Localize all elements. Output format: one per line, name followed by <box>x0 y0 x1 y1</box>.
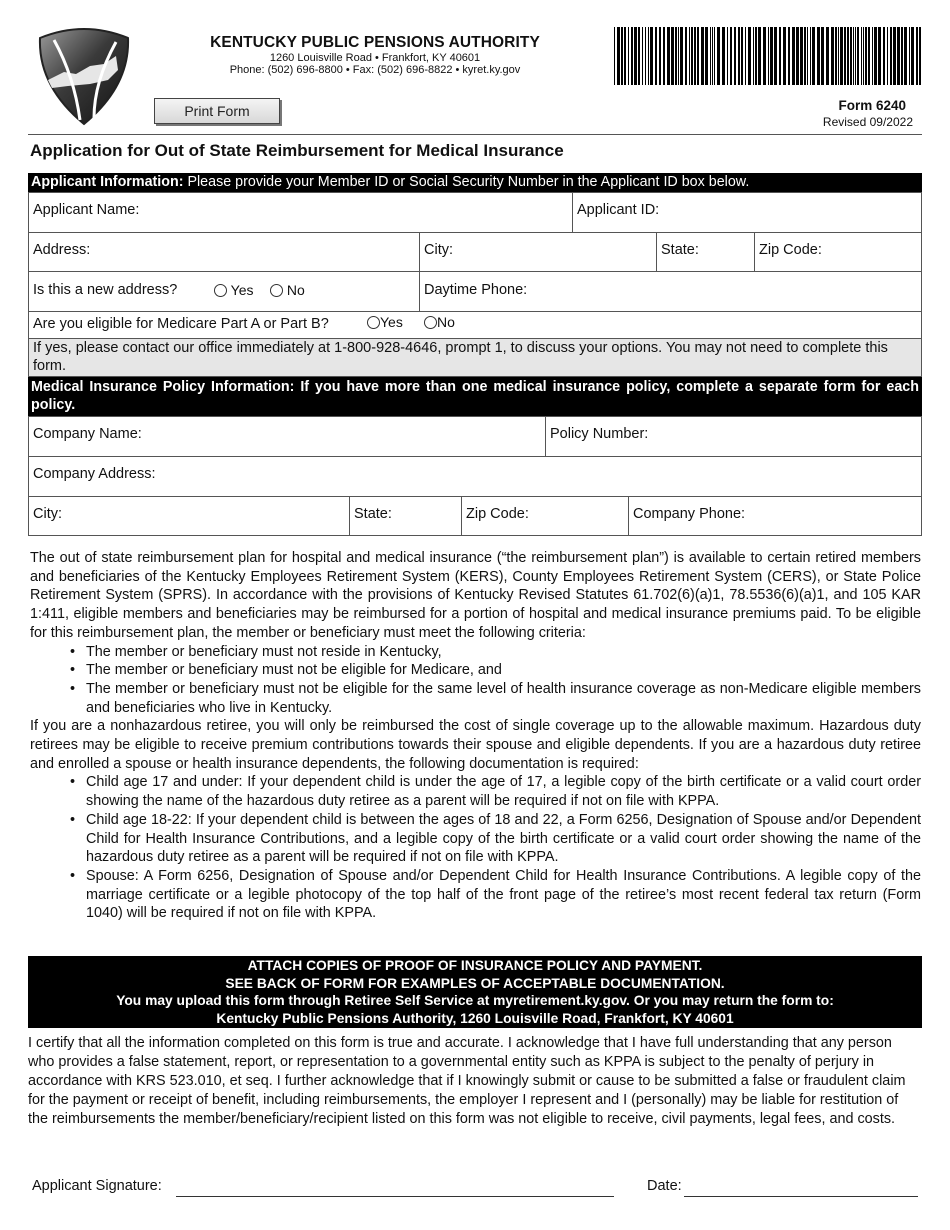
barcode-bar <box>904 27 907 85</box>
medicare-no-option[interactable] <box>420 314 455 330</box>
barcode-bar <box>779 27 781 85</box>
barcode-bar <box>614 27 615 85</box>
medicare-yes-label: Yes <box>380 314 403 330</box>
barcode-bar <box>857 27 859 85</box>
attach-line-1: ATTACH COPIES OF PROOF OF INSURANCE POLICY AND PAYMENT. <box>247 958 703 973</box>
barcode-bar <box>817 27 820 85</box>
barcode-bar <box>835 27 837 85</box>
page-title: Application for Out of State Reimbursement for Medical Insurance <box>30 141 564 160</box>
barcode-bar <box>642 27 643 85</box>
kentucky-shield-logo-icon <box>34 26 134 126</box>
barcode-bar <box>844 27 846 85</box>
barcode-bar <box>810 27 811 85</box>
form-revised-date: Revised 09/2022 <box>822 115 913 129</box>
company-city-field[interactable]: City: <box>33 506 62 522</box>
new-address-question: Is this a new address? <box>33 282 178 298</box>
applicant-info-heading: Applicant Information: <box>31 174 184 190</box>
barcode-bar <box>890 27 892 85</box>
medicare-note: If yes, please contact our office immediately at 1-800-928-4646, prompt 1, to discuss your options. You may not need to complete this form. <box>33 340 888 374</box>
barcode-bar <box>758 27 761 85</box>
barcode-bar <box>800 27 803 85</box>
form-number: Form 6240 <box>838 98 906 113</box>
barcode-bar <box>650 27 653 85</box>
medicare-no-label: No <box>437 314 455 330</box>
barcode-bar <box>812 27 815 85</box>
barcode-bar <box>887 27 888 85</box>
attach-line-3: You may upload this form through Retiree Self Service at myretirement.ky.gov. Or you may return the form to: <box>116 993 834 1008</box>
address-field[interactable]: Address: <box>33 242 91 258</box>
barcode-bar <box>685 27 687 85</box>
company-zip-field[interactable]: Zip Code: <box>466 506 529 522</box>
new-address-yes-radio[interactable] <box>214 284 227 297</box>
barcode-bar <box>722 27 725 85</box>
barcode-bar <box>847 27 849 85</box>
new-address-yes-label: Yes <box>230 282 254 298</box>
barcode-bar <box>831 27 834 85</box>
barcode-bar <box>792 27 795 85</box>
barcode-bar <box>638 27 640 85</box>
document-item: • Spouse: A Form 6256, Designation of Spouse and/or Dependent Child for Health Insurance Contributions. A legible copy of the marriage certificate or a legible photocopy of the top half of the front page of the retiree’s most recent federal tax return (Form 1040) will be required if not on file with KPPA. <box>86 867 921 923</box>
medicare-yes-radio[interactable] <box>367 316 380 329</box>
header-divider <box>28 134 922 135</box>
barcode-bar <box>714 27 715 85</box>
barcode-bar <box>734 27 736 85</box>
criteria-list <box>30 643 921 718</box>
hazardous-paragraph: If you are a nonhazardous retiree, you will only be reimbursed the cost of single coverage up to the allowable maximum. Hazardous duty retirees may be eligible to receive premium contributions towards their spouse and eligible dependents. If you are a hazardous duty retiree and enrolled a spouse or health insurance dependents, the following documentation is required: <box>30 718 921 772</box>
barcode-bar <box>741 27 743 85</box>
barcode-bar <box>807 27 808 85</box>
applicant-info-bar <box>28 173 922 192</box>
applicant-name-field[interactable]: Applicant Name: <box>33 202 140 218</box>
barcode-bar <box>694 27 696 85</box>
barcode-bar <box>659 27 661 85</box>
state-field[interactable]: State: <box>661 242 699 258</box>
barcode-bar <box>868 27 870 85</box>
attach-line-4: Kentucky Public Pensions Authority, 1260 Louisville Road, Frankfort, KY 40601 <box>216 1010 734 1026</box>
medicare-question: Are you eligible for Medicare Part A or Part B? <box>33 316 329 332</box>
barcode-bar <box>655 27 657 85</box>
barcode-bar <box>678 27 679 85</box>
barcode-bar <box>621 27 623 85</box>
barcode-icon <box>614 27 922 85</box>
barcode-bar <box>853 27 854 85</box>
barcode-bar <box>804 27 806 85</box>
certification-text: I certify that all the information completed on this form is true and accurate. I acknowledge that I have full understanding that any person who provides a false statement, report, or representation to a governmental entity such as KPPA is subject to the penalty of perjury in accordance with KRS 523.010, et seq. I further acknowledge that if I knowingly submit or cause to be submitted a false or fraudulent claim for the payment or receipt of benefit, including reimbursements, the employer I represent and I (personally) may be liable for restitution of the reimbursements the member/beneficiary/recipient listed on this form was not eligible to receive, civil payments, legal fees, and costs. <box>28 1035 906 1127</box>
medicare-no-radio[interactable] <box>424 316 437 329</box>
barcode-bar <box>753 27 754 85</box>
company-address-field[interactable]: Company Address: <box>33 466 156 482</box>
document-item: • Child age 17 and under: If your dependent child is under the age of 17, a legible copy of the birth certificate or a valid court order showing the name of the hazardous duty retiree as a parent will be required if not on file with KPPA. <box>86 773 921 810</box>
org-street: 1260 Louisville Road • Frankfort, KY 40601 <box>269 52 481 64</box>
barcode-bar <box>738 27 740 85</box>
barcode-bar <box>730 27 732 85</box>
barcode-bar <box>691 27 693 85</box>
barcode-bar <box>663 27 665 85</box>
barcode-bar <box>624 27 626 85</box>
barcode-bar <box>897 27 900 85</box>
barcode-bar <box>727 27 728 85</box>
barcode-bar <box>855 27 856 85</box>
barcode-bar <box>755 27 757 85</box>
intro-paragraph: The out of state reimbursement plan for hospital and medical insurance (“the reimbursement plan”) is available to certain retired members and beneficiaries of the Kentucky Employees Retirement System (KERS), County Employees Retirement System (CERS), or State Police Retirement System (SPRS). In accordance with the provisions of Kentucky Revised Statutes 61.702(6)(a)1, 78.5536(6)(a)1, and 105 KAR 1:411, eligible members and beneficiaries may be reimbursed for a portion of hospital and medical insurance premiums paid. To be eligible for this reimbursement plan, the member or beneficiary must meet the following criteria: <box>30 550 921 641</box>
criteria-item: • The member or beneficiary must not be eligible for Medicare, and <box>86 661 921 680</box>
new-address-no-radio[interactable] <box>270 284 283 297</box>
barcode-bar <box>911 27 914 85</box>
barcode-bar <box>631 27 633 85</box>
barcode-bar <box>874 27 877 85</box>
applicant-signature-field[interactable] <box>176 1196 614 1197</box>
document-item: • Child age 18-22: If your dependent child is between the ages of 18 and 22, a Form 6256, Designation of Spouse and/or Dependent Child for Health Insurance Contributions, and a legible copy of the birth certificate or a valid court order showing the name of the hazardous duty retiree as a parent will be required if not on file with KPPA. <box>86 811 921 867</box>
barcode-bar <box>717 27 720 85</box>
barcode-bar <box>763 27 766 85</box>
barcode-bar <box>850 27 852 85</box>
documents-list <box>30 773 921 923</box>
org-name: KENTUCKY PUBLIC PENSIONS AUTHORITY <box>210 34 540 51</box>
barcode-bar <box>838 27 839 85</box>
barcode-bar <box>901 27 903 85</box>
barcode-bar <box>710 27 711 85</box>
policy-info-bar: Medical Insurance Policy Information: If you have more than one medical insurance policy, complete a separate form for each policy. <box>28 377 922 416</box>
eligibility-text <box>30 549 921 923</box>
barcode-bar <box>768 27 769 85</box>
company-state-field[interactable]: State: <box>354 506 392 522</box>
barcode-bar <box>712 27 713 85</box>
barcode-bar <box>826 27 829 85</box>
barcode-bar <box>671 27 674 85</box>
barcode-bar <box>628 27 629 85</box>
zip-code-field[interactable]: Zip Code: <box>759 242 822 258</box>
barcode-bar <box>648 27 649 85</box>
city-field[interactable]: City: <box>424 242 453 258</box>
barcode-bar <box>861 27 862 85</box>
company-phone-field[interactable]: Company Phone: <box>633 506 746 522</box>
barcode-bar <box>909 27 910 85</box>
barcode-bar <box>617 27 620 85</box>
barcode-bar <box>680 27 683 85</box>
barcode-bar <box>865 27 867 85</box>
applicant-id-field[interactable]: Applicant ID: <box>577 202 660 218</box>
barcode-bar <box>878 27 881 85</box>
barcode-bar <box>634 27 637 85</box>
medicare-yes-option[interactable] <box>363 314 403 330</box>
new-address-no-label: No <box>286 282 305 298</box>
barcode-bar <box>701 27 704 85</box>
new-address-no-option[interactable] <box>266 282 305 298</box>
barcode-bar <box>893 27 896 85</box>
org-contact: Phone: (502) 696-8800 • Fax: (502) 696-8822 • kyret.ky.gov <box>229 64 521 76</box>
barcode-bar <box>645 27 646 85</box>
barcode-bar <box>675 27 677 85</box>
daytime-phone-field[interactable]: Daytime Phone: <box>424 282 528 298</box>
barcode-bar <box>689 27 690 85</box>
barcode-bar <box>919 27 921 85</box>
applicant-info-instructions: Please provide your Member ID or Social Security Number in the Applicant ID box below. <box>183 174 750 190</box>
barcode-bar <box>916 27 918 85</box>
applicant-signature-label: Applicant Signature: <box>32 1178 162 1194</box>
barcode-bar <box>883 27 885 85</box>
date-field[interactable] <box>684 1196 918 1197</box>
barcode-bar <box>667 27 670 85</box>
barcode-bar <box>872 27 873 85</box>
barcode-bar <box>863 27 864 85</box>
barcode-bar <box>697 27 699 85</box>
new-address-yes-option[interactable] <box>210 282 253 298</box>
barcode-bar <box>748 27 751 85</box>
barcode-bar <box>774 27 777 85</box>
barcode-bar <box>788 27 790 85</box>
barcode-bar <box>745 27 746 85</box>
attach-line-2: SEE BACK OF FORM FOR EXAMPLES OF ACCEPTABLE DOCUMENTATION. <box>225 975 725 991</box>
print-form-button[interactable]: Print Form <box>154 98 280 124</box>
barcode-bar <box>783 27 786 85</box>
policy-number-field[interactable]: Policy Number: <box>550 426 649 442</box>
criteria-item: • The member or beneficiary must not reside in Kentucky, <box>86 643 921 662</box>
barcode-bar <box>821 27 824 85</box>
barcode-bar <box>705 27 708 85</box>
barcode-bar <box>840 27 843 85</box>
barcode-bar <box>770 27 773 85</box>
company-name-field[interactable]: Company Name: <box>33 426 142 442</box>
barcode-bar <box>796 27 799 85</box>
org-address <box>160 52 590 76</box>
date-label: Date: <box>647 1178 682 1194</box>
attach-instructions-box <box>28 956 922 1028</box>
criteria-item: • The member or beneficiary must not be eligible for the same level of health insurance coverage as non-Medicare eligible members and beneficiaries who live in Kentucky. <box>86 680 921 717</box>
